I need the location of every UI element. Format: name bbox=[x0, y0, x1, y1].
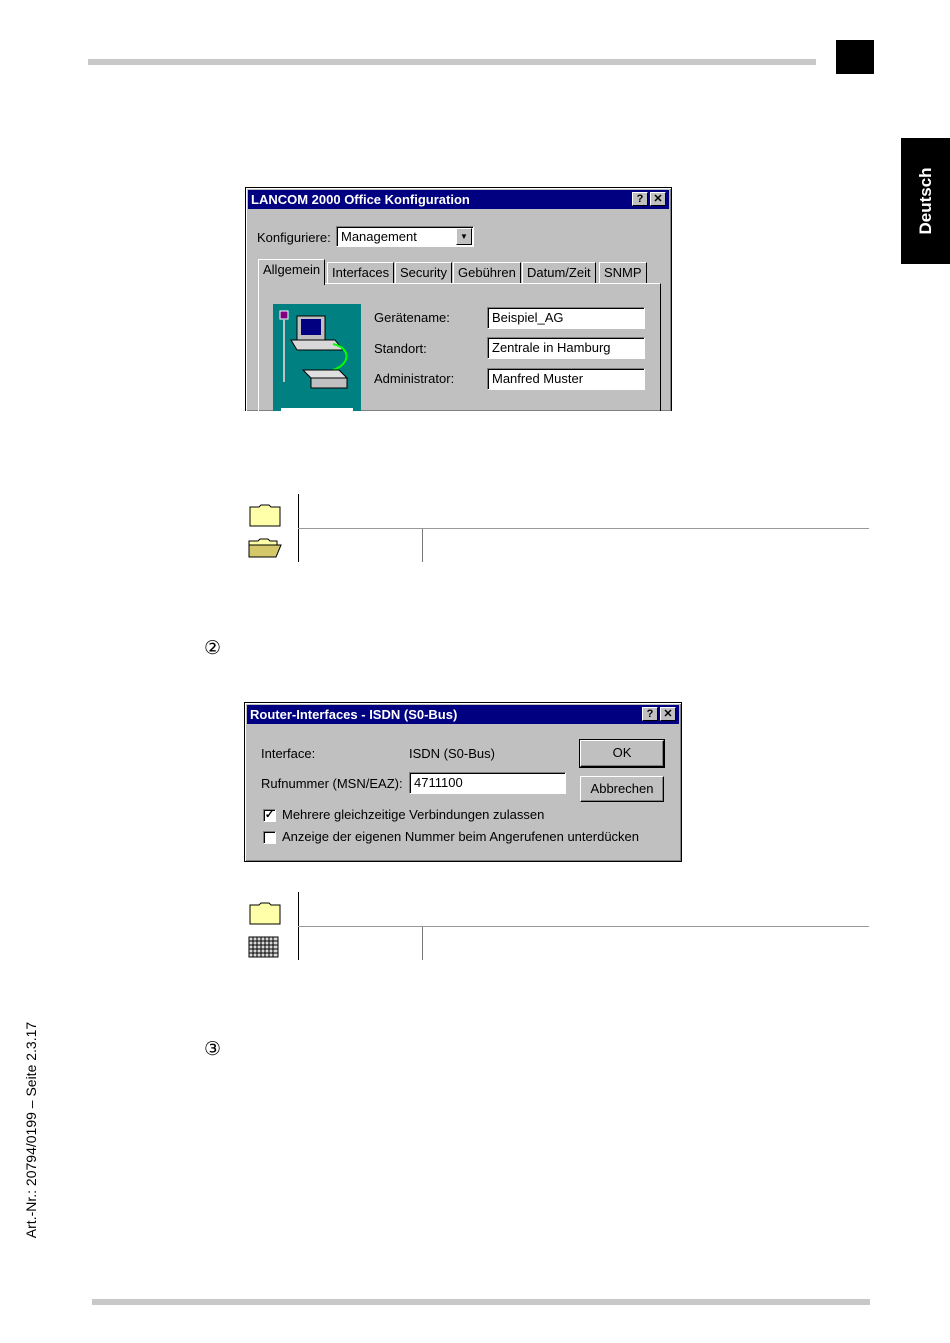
administrator-label: Administrator: bbox=[374, 371, 455, 386]
administrator-input[interactable]: Manfred Muster bbox=[487, 368, 645, 390]
configure-select-value: Management bbox=[341, 229, 417, 244]
interface-label: Interface: bbox=[261, 746, 316, 761]
header-rule bbox=[88, 59, 816, 65]
folder-closed-icon bbox=[249, 901, 281, 925]
router-interfaces-dialog bbox=[244, 702, 682, 862]
device-name-input[interactable]: Beispiel_AG bbox=[487, 307, 645, 329]
language-side-tab bbox=[901, 138, 950, 264]
number-label: Rufnummer (MSN/EAZ): bbox=[261, 776, 403, 791]
header-black-square bbox=[836, 40, 874, 74]
device-name-label: Gerätename: bbox=[374, 310, 450, 325]
tab-gebuehren[interactable]: Gebühren bbox=[453, 262, 521, 284]
dialog-title: LANCOM 2000 Office Konfiguration bbox=[251, 192, 470, 207]
tab-interfaces[interactable]: Interfaces bbox=[327, 262, 394, 284]
language-side-tab-label: Deutsch bbox=[915, 167, 935, 235]
ok-button[interactable]: OK bbox=[580, 740, 664, 767]
table2-col-divider bbox=[422, 927, 423, 960]
chevron-down-icon[interactable]: ▼ bbox=[456, 228, 472, 245]
location-label: Standort: bbox=[374, 341, 427, 356]
number-input[interactable]: 4711100 bbox=[409, 772, 566, 794]
folder-closed-icon bbox=[249, 503, 281, 527]
multiple-connections-label: Mehrere gleichzeitige Verbindungen zulassen bbox=[282, 807, 545, 822]
step-2-marker: ② bbox=[204, 637, 222, 659]
configure-select[interactable] bbox=[336, 226, 474, 247]
tab-snmp[interactable]: SNMP bbox=[599, 262, 647, 284]
folder-open-icon bbox=[248, 538, 282, 558]
table2-row-line bbox=[298, 926, 869, 927]
step-3-marker: ③ bbox=[204, 1038, 222, 1060]
table1-col-divider bbox=[422, 529, 423, 562]
help-button[interactable]: ? bbox=[642, 707, 658, 721]
configure-label: Konfiguriere: bbox=[257, 230, 331, 245]
table1-row-line bbox=[298, 528, 869, 529]
tab-security[interactable]: Security bbox=[395, 262, 452, 284]
suppress-number-checkbox[interactable] bbox=[263, 831, 276, 844]
footer-rule bbox=[92, 1299, 870, 1305]
network-graphic bbox=[273, 304, 361, 411]
dialog2-titlebar bbox=[247, 705, 679, 724]
cancel-button[interactable]: Abbrechen bbox=[580, 776, 664, 802]
location-input[interactable]: Zentrale in Hamburg bbox=[487, 337, 645, 359]
computer-router-illustration bbox=[273, 304, 361, 411]
dialog2-title: Router-Interfaces - ISDN (S0-Bus) bbox=[250, 707, 458, 722]
lancom-config-dialog bbox=[245, 187, 672, 411]
close-button[interactable]: ✕ bbox=[650, 192, 666, 206]
tab-datum-zeit[interactable]: Datum/Zeit bbox=[522, 262, 596, 284]
help-button[interactable]: ? bbox=[632, 192, 648, 206]
table-grid-icon bbox=[248, 936, 280, 958]
article-number: Art.-Nr.: 20794/0199 – Seite 2.3.17 bbox=[23, 1021, 39, 1239]
interface-value: ISDN (S0-Bus) bbox=[409, 746, 495, 761]
tab-allgemein[interactable]: Allgemein bbox=[258, 259, 325, 285]
dialog-titlebar bbox=[248, 190, 669, 209]
suppress-number-label: Anzeige der eigenen Nummer beim Angerufenen unterdücken bbox=[282, 829, 640, 844]
close-button[interactable]: ✕ bbox=[660, 707, 676, 721]
multiple-connections-checkbox[interactable]: ✓ bbox=[264, 809, 275, 821]
